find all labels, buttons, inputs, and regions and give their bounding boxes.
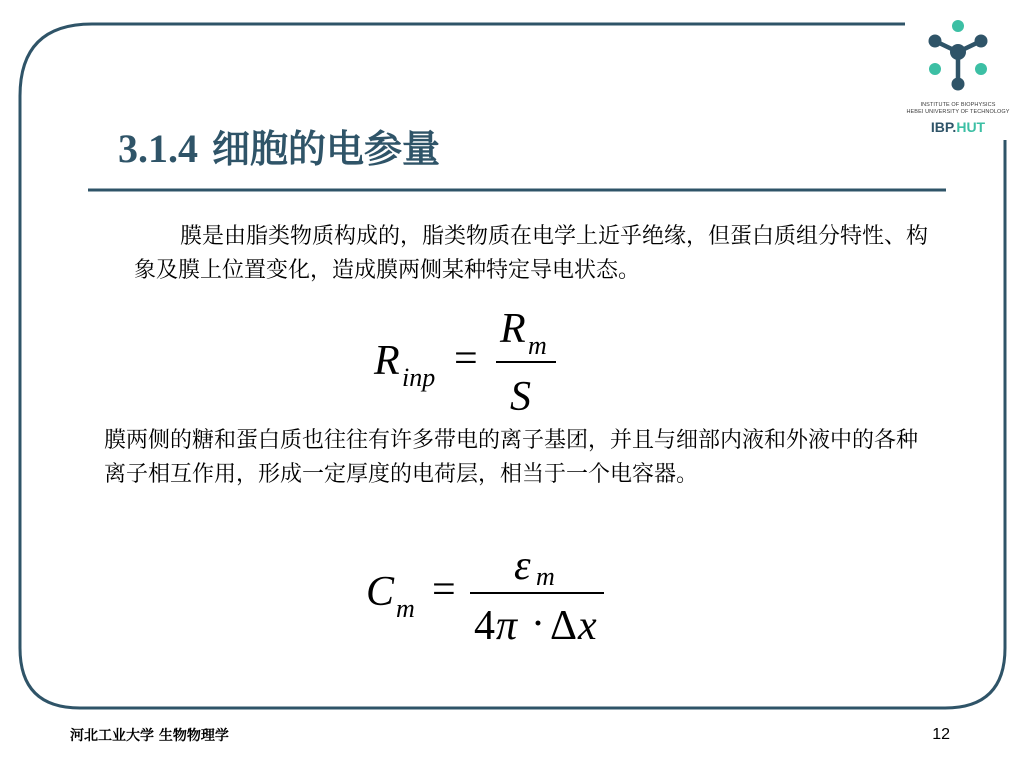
footer-course-title: 河北工业大学 生物物理学 <box>70 728 229 744</box>
logo-brand-hut: HUT <box>956 119 986 135</box>
section-number: 3.1.4 <box>118 126 198 171</box>
formula-input-resistance <box>360 300 580 425</box>
formula2-lhs: C <box>366 569 395 615</box>
formula2-denominator-pi: π <box>496 603 518 649</box>
formula1-numerator: R <box>500 306 526 352</box>
page-number: 12 <box>932 726 950 743</box>
logo-university-line: HEBEI UNIVERSITY OF TECHNOLOGY <box>906 109 1010 115</box>
logo-brand <box>900 119 1016 135</box>
formula1-equals: = <box>454 336 478 382</box>
paragraph-membrane-conduction: 膜是由脂类物质构成的，脂类物质在电学上近乎绝缘，但蛋白质组分特性、构象及膜上位置变化，造成膜两侧某种特定导电状态。 <box>134 224 929 283</box>
slide-title <box>118 118 440 173</box>
formula1-lhs-subscript: inp <box>402 363 436 392</box>
formula2-numerator: ε <box>514 545 531 589</box>
institute-logo <box>900 18 1016 146</box>
formula1-numerator-subscript: m <box>528 331 547 360</box>
formula2-lhs-subscript: m <box>396 594 415 623</box>
formula1-denominator: S <box>510 374 531 420</box>
formula2-equals: = <box>432 567 456 613</box>
section-title: 细胞的电参量 <box>212 126 441 171</box>
formula1-lhs: R <box>374 338 400 384</box>
formula2-denominator-dot: · <box>531 601 545 647</box>
logo-brand-ibp: IBP. <box>930 119 957 135</box>
paragraph-membrane-capacitor: 膜两侧的糖和蛋白质也往往有许多带电的离子基团，并且与细部内液和外液中的各种离子相互作用，形成一定厚度的电荷层，相当于一个电容器。 <box>104 428 919 487</box>
formula2-denominator-four: 4 <box>474 603 495 649</box>
formula2-numerator-subscript: m <box>536 562 555 591</box>
molecule-icon <box>900 18 1016 102</box>
formula2-denominator-delta: Δ <box>550 603 578 649</box>
formula2-denominator-x: x <box>578 603 597 649</box>
formula-membrane-capacitance <box>356 545 616 655</box>
logo-institute-line: INSTITUTE OF BIOPHYSICS <box>920 102 996 108</box>
